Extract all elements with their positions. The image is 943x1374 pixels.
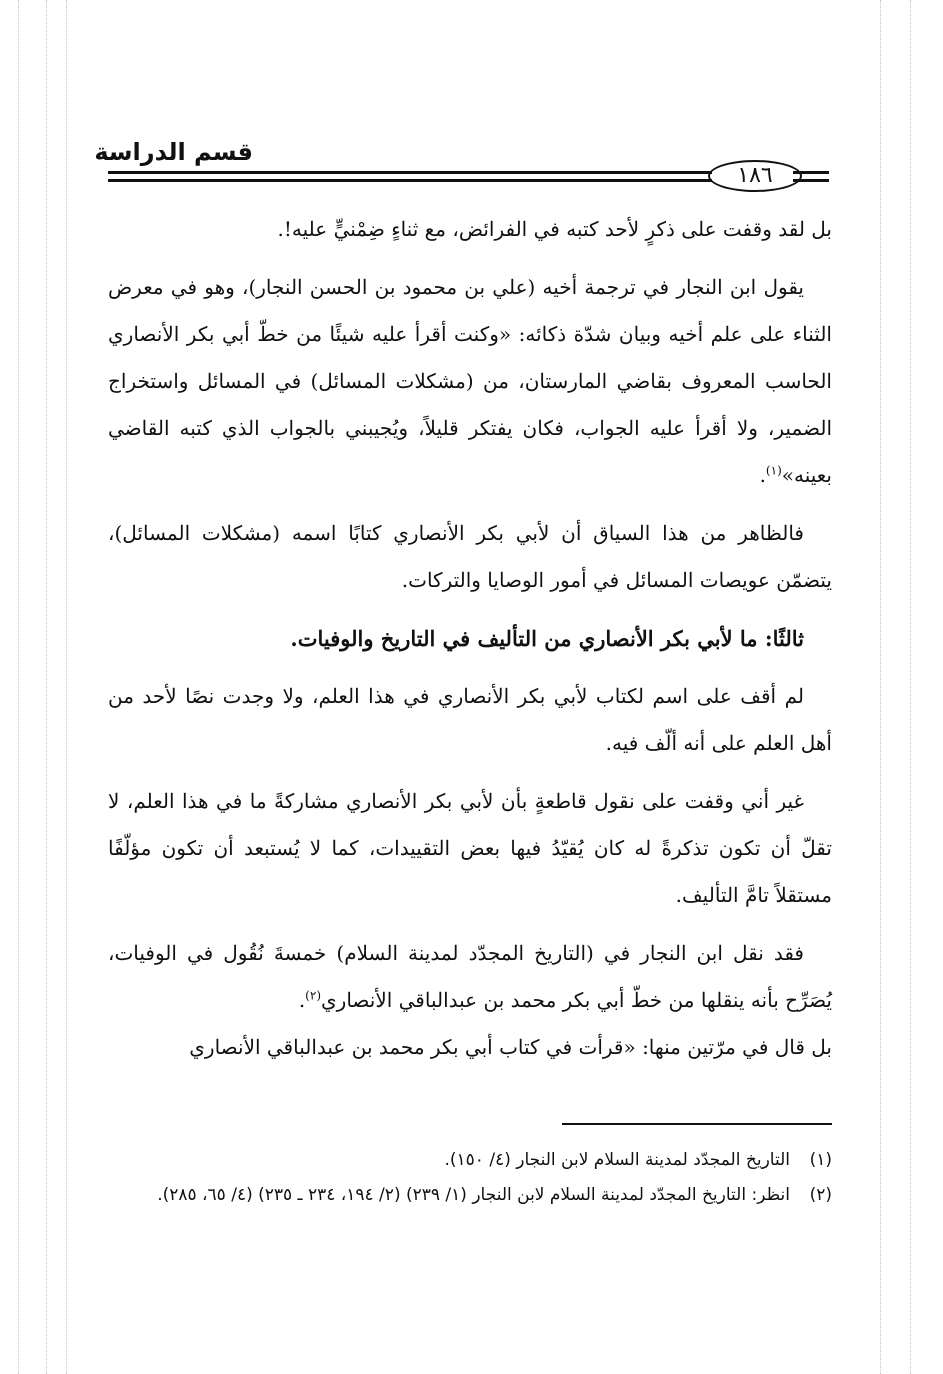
scan-artifact: [66, 0, 67, 1374]
paragraph-text: يقول ابن النجار في ترجمة أخيه (علي بن محمود بن الحسن النجار)، وهو في معرض الثناء على علم أخيه وبيان شدّة ذكائه: «وكنت أقرأ عليه شيئًا من خطّ أبي بكر الأنصاري الحاسب المعروف بقاضي المارستان، من (مشكلات المسائل) في المسائل واستخراج الضمير، ولا أقرأ عليه الجواب، فكان يفتكر قليلاً، ويُجيبني بالجواب الذي كتبه القاضي بعينه»: [108, 275, 832, 487]
scan-artifact: [880, 0, 881, 1374]
scan-artifact: [46, 0, 47, 1374]
header-rule: [793, 171, 829, 174]
body-text: [108, 206, 832, 1082]
paragraph: فالظاهر من هذا السياق أن لأبي بكر الأنصاري كتابًا اسمه (مشكلات المسائل)، يتضمّن عويصات المسائل في أمور الوصايا والتركات.: [108, 521, 832, 592]
paragraph: غير أني وقفت على نقول قاطعةٍ بأن لأبي بكر الأنصاري مشاركةً ما في هذا العلم، لا تقلّ أن تكون تذكرةً له كان يُقيّدُ فيها بعض التقييدات، كما لا يُستبعد أن تكون مؤلّفًا مستقلاً تامَّ التأليف.: [108, 789, 832, 907]
paragraph: لم أقف على اسم لكتاب لأبي بكر الأنصاري في هذا العلم، ولا وجدت نصًا لأحد من أهل العلم على أنه ألّف فيه.: [108, 684, 832, 755]
footnote-rule: [562, 1123, 832, 1125]
header-rule: [108, 179, 712, 182]
footnote: [108, 1143, 832, 1178]
paragraph: فقد نقل ابن النجار في (التاريخ المجدّد لمدينة السلام) خمسةَ نُقُول في الوفيات، يُصَرِّح بأنه ينقلها من خطّ أبي بكر محمد بن عبدالباقي الأنصاري$^{(٢)}$.: [108, 941, 832, 1012]
scan-artifact: [910, 0, 911, 1374]
footnote-number: (١): [809, 1150, 832, 1170]
paragraph: بل لقد وقفت على ذكرٍ لأحد كتبه في الفرائض، مع ثناءٍ ضِمْنيٍّ عليه!.: [277, 217, 832, 241]
paragraph: يقول ابن النجار في ترجمة أخيه (علي بن محمود بن الحسن النجار)، وهو في معرض الثناء على علم أخيه وبيان شدّة ذكائه: «وكنت أقرأ عليه شيئًا من خطّ أبي بكر الأنصاري الحاسب المعروف بقاضي المارستان، من (مشكلات المسائل) في المسائل واستخراج الضمير، ولا أقرأ عليه الجواب، فكان يفتكر قليلاً، ويُجيبني بالجواب الذي كتبه القاضي بعينه»$^{(١)}$.: [108, 275, 832, 487]
footnote-mark: (٢): [305, 988, 321, 1003]
header-rule: [793, 179, 829, 182]
scan-artifact: [18, 0, 19, 1374]
footnote: [108, 1178, 832, 1213]
section-title: قسم الدراسة: [94, 138, 253, 166]
footnote-text: انظر: التاريخ المجدّد لمدينة السلام لابن النجار (١/ ٢٣٩) (٢/ ١٩٤، ٢٣٤ ـ ٢٣٥) (٤/ ٦٥، ٢٨٥).: [157, 1185, 790, 1205]
footnote-text: التاريخ المجدّد لمدينة السلام لابن النجار (٤/ ١٥٠).: [444, 1150, 790, 1170]
section-heading: ثالثًا: ما لأبي بكر الأنصاري من التأليف في التاريخ والوفيات.: [290, 626, 804, 651]
header-rule: [108, 171, 712, 174]
page-number: ١٨٦: [708, 160, 802, 192]
footnote-number: (٢): [809, 1185, 832, 1205]
footnotes: [108, 1143, 832, 1213]
paragraph: بل قال في مرّتين منها: «قرأت في كتاب أبي بكر محمد بن عبدالباقي الأنصاري: [189, 1035, 832, 1059]
footnote-mark: (١): [765, 463, 782, 478]
paragraph-text: فقد نقل ابن النجار في (التاريخ المجدّد لمدينة السلام) خمسةَ نُقُول في الوفيات، يُصَرِّح بأنه ينقلها من خطّ أبي بكر محمد بن عبدالباقي الأنصاري: [108, 941, 832, 1012]
